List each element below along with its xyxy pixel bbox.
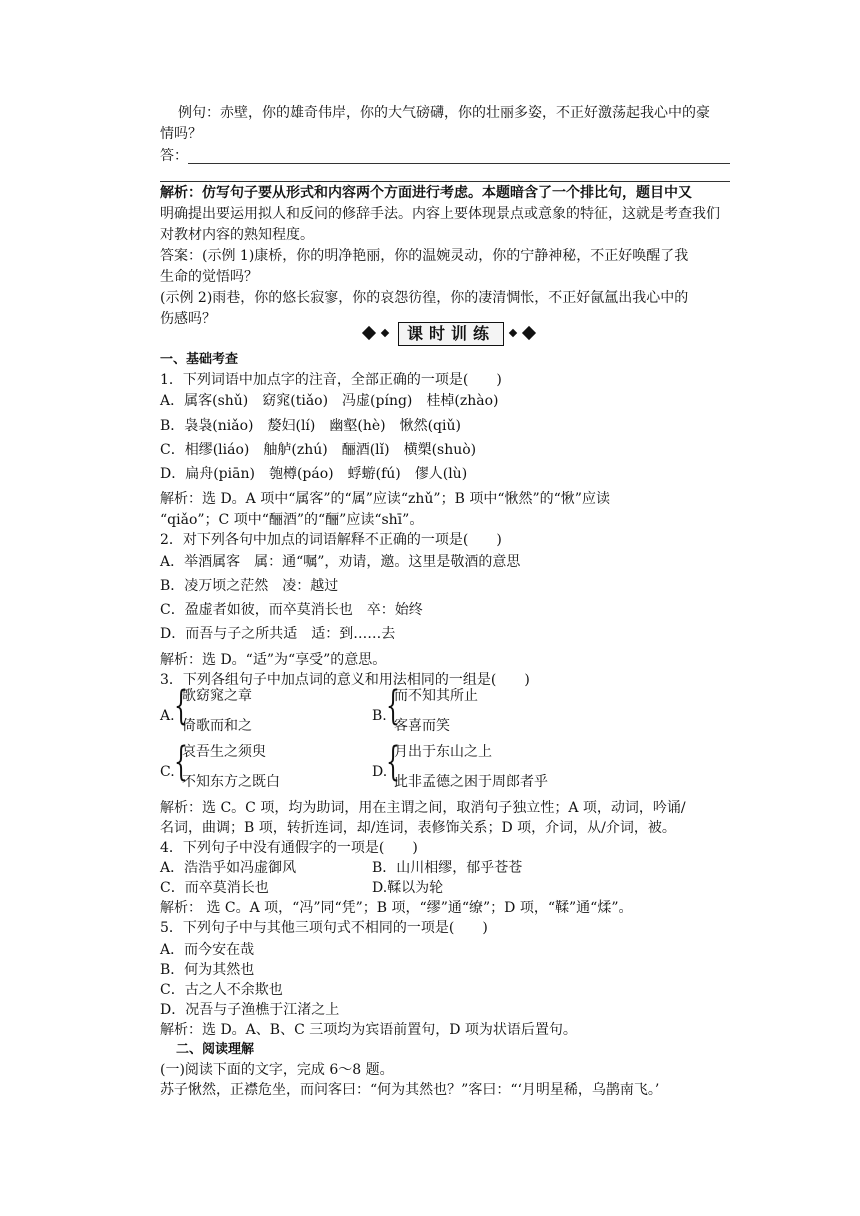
analysis-1-line-3: 对教材内容的熟知程度。 [160, 227, 314, 243]
diamond-icon [522, 326, 536, 340]
analysis-1-line-2: 明确提出要运用拟人和反问的修辞手法。内容上要体现景点或意象的特征，这就是考查我们 [160, 206, 720, 222]
q2-option-b: B．凌万顷之茫然 凌：越过 [160, 578, 339, 594]
example-line-1: 例句：赤壁，你的雄奇伟岸，你的大气磅礴，你的壮丽多姿，不正好激荡起我心中的豪 [178, 105, 710, 121]
answer-line-1 [188, 163, 730, 164]
q1-option-a: A．属客(shǔ) 窈窕(tiǎo) 冯虚(píng) 桂棹(zhào) [160, 393, 499, 409]
q3-option-d-brace: { [386, 739, 400, 785]
q2-stem: 2．对下列各句中加点的词语解释不正确的一项是( ) [160, 532, 502, 548]
q4-analysis: 解析： 选 C。A 项，“冯”同“凭”；B 项，“缪”通“缭”；D 项，“鞣”通“煣”。 [160, 900, 633, 916]
q1-option-c: C．相缪(liáo) 舳舻(zhú) 酾酒(lǐ) 横槊(shuò) [160, 442, 477, 458]
q3-option-b-label: B. [372, 708, 387, 724]
section-banner [362, 322, 538, 346]
answer-1-line-4: 伤感吗？ [160, 311, 216, 327]
q3-option-b-1: 而不知其所止 [394, 688, 478, 704]
q5-option-c: C．古之人不余欺也 [160, 982, 283, 998]
q2-option-d: D．而吾与子之所共适 适：到……去 [160, 626, 396, 642]
q5-option-d: D．况吾与子渔樵于江渚之上 [160, 1002, 340, 1018]
q3-analysis-line-1: 解析：选 C。C 项，均为助词，用在主谓之间，取消句子独立性；A 项，动词，吟诵/ [160, 800, 686, 816]
q3-option-d-label: D. [372, 764, 388, 780]
q2-option-a: A．举酒属客 属：通“嘱”，劝请，邀。这里是敬酒的意思 [160, 554, 521, 570]
q3-option-c-brace: { [174, 739, 188, 785]
q3-option-a-brace: { [174, 683, 188, 729]
answer-1-line-2: 生命的觉悟吗？ [160, 269, 258, 285]
diamond-small-icon [509, 329, 517, 337]
reading-intro: (一)阅读下面的文字，完成 6～8 题。 [160, 1062, 394, 1078]
diamond-icon [362, 326, 376, 340]
answer-1-line-3: (示例 2)雨巷，你的悠长寂寥，你的哀怨彷徨，你的凄清惆怅，不正好氤氲出我心中的 [160, 290, 689, 306]
q3-option-c-label: C. [160, 764, 175, 780]
q3-option-b-brace: { [386, 683, 400, 729]
q5-option-a: A．而今安在哉 [160, 942, 255, 958]
q2-option-c: C．盈虚者如彼，而卒莫消长也 卒：始终 [160, 602, 423, 618]
q4-option-c: C．而卒莫消长也 [160, 880, 269, 896]
q3-option-a-1: 歌窈窕之章 [182, 688, 252, 704]
q3-option-d-2: 此非孟德之困于周郎者乎 [394, 774, 548, 790]
q4-option-d: D.鞣以为轮 [372, 880, 444, 896]
q1-stem: 1．下列词语中加点字的注音，全部正确的一项是( ) [160, 372, 502, 388]
q2-analysis: 解析：选 D。“适”为“享受”的意思。 [160, 652, 387, 668]
answer-1-line-1: 答案：(示例 1)康桥，你的明净艳丽，你的温婉灵动，你的宁静神秘，不正好唤醒了我 [160, 248, 689, 264]
answer-line-2 [160, 181, 730, 182]
section-1-title: 一、基础考查 [160, 352, 239, 367]
q3-option-a-2: 倚歌而和之 [182, 718, 252, 734]
diamond-small-icon [381, 329, 389, 337]
analysis-1-line-1 [160, 183, 692, 203]
analysis-1-text: 解析：仿写句子要从形式和内容两个方面进行考虑。本题暗含了一个排比句，题目中又 [160, 185, 692, 201]
q5-analysis: 解析：选 D。A、B、C 三项均为宾语前置句，D 项为状语后置句。 [160, 1022, 577, 1038]
q3-option-b-2: 客喜而笑 [394, 718, 450, 734]
q1-analysis-line-2: “qiǎo”；C 项中“酾酒”的“酾”应读“shī”。 [160, 512, 424, 528]
q1-option-d: D．扁舟(piān) 匏樽(páo) 蜉蝣(fú) 僇人(lù) [160, 466, 468, 482]
q3-option-c-1: 哀吾生之须臾 [182, 744, 266, 760]
q3-stem: 3．下列各组句子中加点词的意义和用法相同的一组是( ) [160, 672, 530, 688]
q1-analysis-line-1: 解析：选 D。A 项中“属客”的“属”应读“zhǔ”；B 项中“愀然”的“愀”应读 [160, 491, 610, 507]
q4-stem: 4．下列句子中没有通假字的一项是( ) [160, 840, 418, 856]
q3-option-a-label: A. [160, 708, 175, 724]
q5-option-b: B．何为其然也 [160, 962, 255, 978]
reading-text: 苏子愀然，正襟危坐，而问客曰：“何为其然也？”客曰：“‘月明星稀，乌鹊南飞。’ [160, 1082, 660, 1098]
section-2-title: 二、阅读理解 [176, 1042, 255, 1057]
q4-option-a: A．浩浩乎如冯虚御风 [160, 860, 297, 876]
q3-option-d-1: 月出于东山之上 [394, 744, 492, 760]
banner-title: 课时训练 [398, 322, 504, 346]
q5-stem: 5．下列句子中与其他三项句式不相同的一项是( ) [160, 920, 488, 936]
example-line-2: 情吗？ [160, 126, 202, 142]
answer-label: 答： [160, 148, 188, 164]
q3-option-c-2: 不知东方之既白 [182, 774, 280, 790]
q3-analysis-line-2: 名词，曲调；B 项，转折连词，却/连词，表修饰关系；D 项，介词，从/介词，被。 [160, 820, 676, 836]
q4-option-b: B．山川相缪，郁乎苍苍 [372, 860, 523, 876]
q1-option-b: B．袅袅(niǎo) 嫠妇(lí) 幽壑(hè) 愀然(qiǔ) [160, 418, 461, 434]
